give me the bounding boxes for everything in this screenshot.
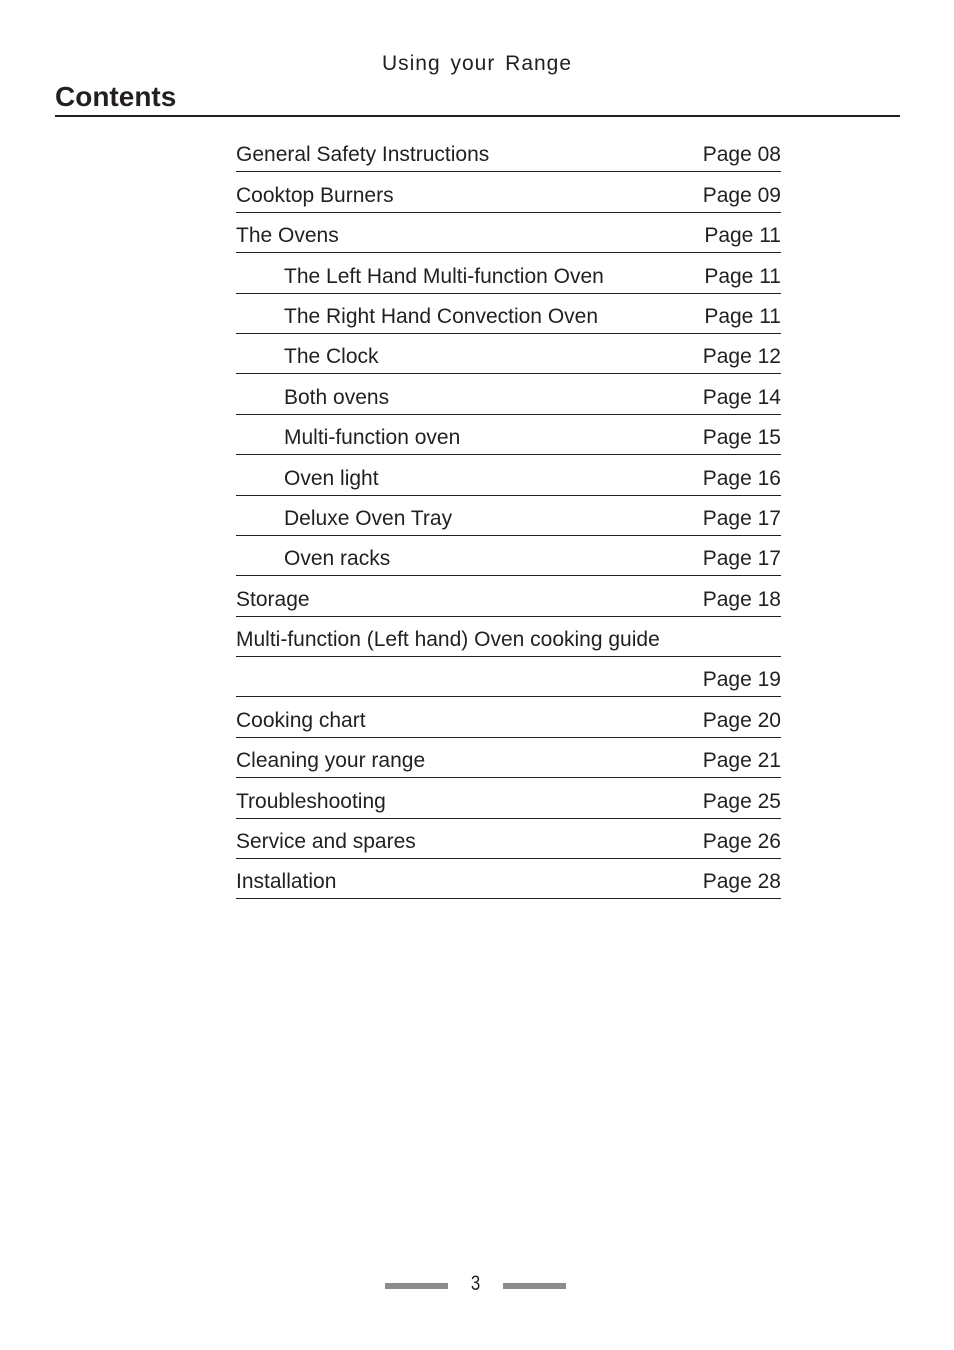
toc-entry-label: Both ovens (284, 385, 390, 409)
toc-entry[interactable] (236, 738, 781, 778)
toc-entry-label: The Clock (284, 345, 379, 369)
toc-entry-page: Page 21 (702, 749, 781, 773)
toc-subentry[interactable] (236, 455, 781, 495)
footer-bar-left (385, 1283, 448, 1289)
toc-entry[interactable] (236, 859, 781, 899)
toc-entry-page: Page 16 (702, 466, 781, 490)
toc-entry[interactable] (236, 617, 781, 657)
table-of-contents (236, 132, 781, 899)
page-number: 3 (470, 1272, 481, 1295)
running-header: Using your Range (381, 52, 573, 75)
toc-entry-label: Storage (236, 587, 310, 611)
toc-entry-page: Page 20 (702, 708, 781, 732)
toc-entry-page: Page 28 (702, 870, 781, 894)
toc-subentry[interactable] (236, 253, 781, 293)
toc-subentry[interactable] (236, 496, 781, 536)
toc-entry-label: Multi-function (Left hand) Oven cooking guide (236, 628, 660, 652)
toc-entry-label: Installation (236, 870, 337, 894)
toc-entry-label: Cooking chart (236, 708, 366, 732)
toc-subentry[interactable] (236, 334, 781, 374)
toc-entry-label: Troubleshooting (236, 789, 386, 813)
toc-entry[interactable] (236, 213, 781, 253)
toc-entry-label: Oven light (284, 466, 379, 490)
toc-entry-label: The Ovens (236, 224, 339, 248)
toc-entry-page: Page 11 (704, 304, 781, 328)
footer-bar-right (503, 1283, 566, 1289)
toc-entry[interactable] (236, 819, 781, 859)
toc-entry-page: Page 15 (702, 426, 781, 450)
toc-entry-page: Page 17 (702, 506, 781, 530)
toc-entry-page: Page 26 (702, 830, 781, 854)
toc-entry-page: Page 19 (702, 668, 781, 692)
toc-subentry[interactable] (236, 536, 781, 576)
toc-subentry[interactable] (236, 294, 781, 334)
toc-entry-page: Page 17 (702, 547, 781, 571)
toc-entry[interactable] (236, 576, 781, 616)
page-footer (0, 1270, 954, 1300)
title-rule (55, 115, 900, 117)
toc-entry-page: Page 14 (702, 385, 781, 409)
toc-entry-label: Deluxe Oven Tray (284, 506, 453, 530)
toc-entry-page: Page 11 (704, 224, 781, 248)
toc-entry[interactable] (236, 172, 781, 212)
toc-entry-label: General Safety Instructions (236, 143, 490, 167)
toc-entry[interactable] (236, 132, 781, 172)
toc-entry-label: Cooktop Burners (236, 183, 394, 207)
toc-entry-page: Page 09 (702, 183, 781, 207)
page-title: Contents (55, 81, 177, 112)
toc-entry-label: Cleaning your range (236, 749, 426, 773)
toc-subentry[interactable] (236, 415, 781, 455)
toc-entry-label: Oven racks (284, 547, 391, 571)
toc-entry-label: Multi-function oven (284, 426, 461, 450)
toc-entry[interactable] (236, 778, 781, 818)
toc-entry-page: Page 12 (702, 345, 781, 369)
toc-entry[interactable] (236, 697, 781, 737)
toc-subentry[interactable] (236, 374, 781, 414)
toc-entry-label: The Left Hand Multi-function Oven (284, 264, 604, 288)
toc-entry-page: Page 11 (704, 264, 781, 288)
toc-entry-label: Service and spares (236, 830, 416, 854)
toc-entry-continuation[interactable] (236, 657, 781, 697)
toc-entry-label: The Right Hand Convection Oven (284, 304, 599, 328)
toc-entry-page: Page 25 (702, 789, 781, 813)
toc-entry-page: Page 18 (702, 587, 781, 611)
toc-entry-page: Page 08 (702, 143, 781, 167)
